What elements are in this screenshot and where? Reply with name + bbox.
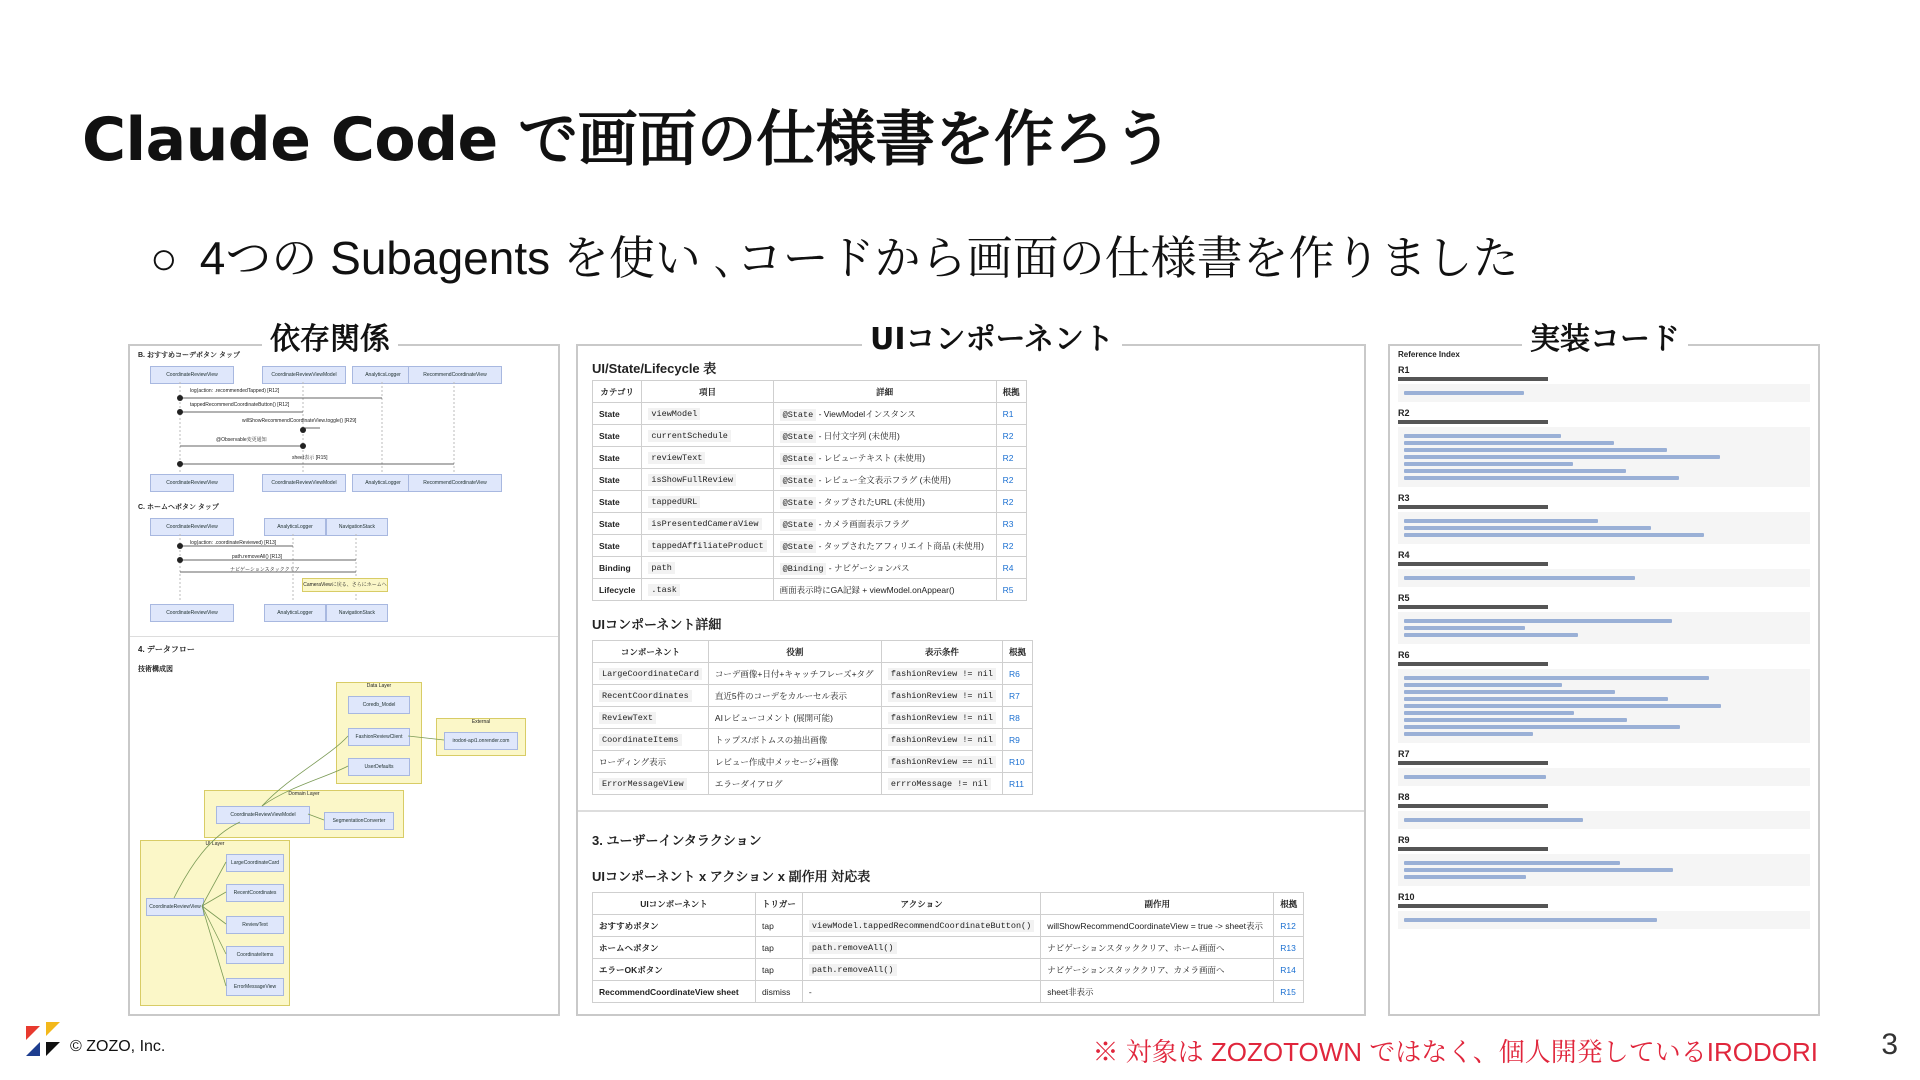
ref-link[interactable]: R2 xyxy=(996,535,1026,557)
item-cell xyxy=(642,469,773,491)
component-name: RecentCoordinates xyxy=(599,690,692,702)
code-line xyxy=(1404,683,1562,687)
code-line xyxy=(1404,868,1673,872)
code-line xyxy=(1404,391,1524,395)
code-line xyxy=(1404,619,1672,623)
table-header: 表示条件 xyxy=(881,641,1002,663)
seq-b-node: CoordinateReviewView xyxy=(150,474,234,492)
reference-entry xyxy=(1398,408,1810,487)
table-header: 項目 xyxy=(642,381,773,403)
ref-link[interactable]: R6 xyxy=(1002,663,1032,685)
item-cell xyxy=(642,491,773,513)
category-cell: State xyxy=(593,469,642,491)
seq-c-node: CoordinateReviewView xyxy=(150,604,234,622)
condition-cell xyxy=(881,773,1002,795)
ref-link[interactable]: R7 xyxy=(1002,685,1032,707)
component-cell xyxy=(593,729,709,751)
table2-title: UIコンポーネント詳細 xyxy=(592,617,722,632)
item-cell xyxy=(642,513,773,535)
attribute-code: @State xyxy=(780,497,817,509)
component-name: CoordinateItems xyxy=(599,734,682,746)
table-header: 役割 xyxy=(708,641,881,663)
table-row xyxy=(593,959,1304,981)
component-name: LargeCoordinateCard xyxy=(599,668,702,680)
table-row xyxy=(593,403,1027,425)
flow-node: irodori-api1.onrender.com xyxy=(444,732,518,750)
item-code: .task xyxy=(648,584,680,596)
seq-b-node: RecommendCoordinateView xyxy=(408,366,502,384)
seq-c-msg: ナビゲーションスタッククリア xyxy=(230,567,300,573)
category-cell: State xyxy=(593,447,642,469)
dependency-label: 依存関係 xyxy=(262,322,398,358)
item-cell xyxy=(642,579,773,601)
code-line xyxy=(1404,526,1651,530)
component-cell xyxy=(593,663,709,685)
component-cell xyxy=(593,773,709,795)
reference-id: R1 xyxy=(1398,365,1410,375)
code-line xyxy=(1404,455,1720,459)
flow-node: CoordinateReviewViewModel xyxy=(216,806,310,824)
code-line xyxy=(1404,469,1626,473)
reference-id: R4 xyxy=(1398,550,1410,560)
side-effect-cell: ナビゲーションスタッククリア、カメラ画面へ xyxy=(1041,959,1274,981)
code-line xyxy=(1404,718,1627,722)
table-row xyxy=(593,469,1027,491)
reference-id: R6 xyxy=(1398,650,1410,660)
table-row xyxy=(593,491,1027,513)
table-row xyxy=(593,685,1033,707)
flow-node: ErrorMessageView xyxy=(226,978,284,996)
flow-node: LargeCoordinateCard xyxy=(226,854,284,872)
code-line xyxy=(1404,725,1680,729)
item-code: path xyxy=(648,562,674,574)
detail-cell xyxy=(773,513,996,535)
file-path xyxy=(1398,562,1548,566)
category-cell: State xyxy=(593,403,642,425)
seq-c-node: NavigationStack xyxy=(326,604,388,622)
ref-link[interactable]: R10 xyxy=(1002,751,1032,773)
category-cell: State xyxy=(593,491,642,513)
condition-cell xyxy=(881,707,1002,729)
ref-link[interactable]: R8 xyxy=(1002,707,1032,729)
table-header: 根拠 xyxy=(1002,641,1032,663)
ref-link[interactable]: R3 xyxy=(996,513,1026,535)
flow-node: CoordinateItems xyxy=(226,946,284,964)
item-cell xyxy=(642,403,773,425)
table-row xyxy=(593,513,1027,535)
detail-text: - タップされたアフィリエイト商品 (未使用) xyxy=(816,540,984,551)
seq-c-node: AnalyticsLogger xyxy=(264,518,326,536)
seq-b-node: AnalyticsLogger xyxy=(352,366,414,384)
file-path xyxy=(1398,761,1548,765)
code-block xyxy=(1398,911,1810,929)
attribute-code: @State xyxy=(780,431,817,443)
code-line xyxy=(1404,626,1525,630)
detail-text: - レビューテキスト (未使用) xyxy=(816,452,926,463)
role-cell: トップス/ボトムスの抽出画像 xyxy=(708,729,881,751)
page-number: 3 xyxy=(1881,1028,1898,1061)
condition-cell xyxy=(881,685,1002,707)
component-cell xyxy=(593,707,709,729)
seq-b-msg: sheet表示 [R15] xyxy=(292,455,328,461)
ui-component-cell: おすすめボタン xyxy=(593,915,756,937)
code-panel xyxy=(1388,344,1820,1016)
detail-cell xyxy=(773,579,996,601)
condition-code: fashionReview == nil xyxy=(888,756,996,768)
table-row xyxy=(593,981,1304,1003)
attribute-code: @State xyxy=(780,453,817,465)
attribute-code: @State xyxy=(780,409,817,421)
ui-component-cell: エラーOKボタン xyxy=(593,959,756,981)
component-cell xyxy=(593,751,709,773)
flow-node: CoordinateReviewView xyxy=(146,898,204,916)
file-path xyxy=(1398,904,1548,908)
component-name: ローディング表示 xyxy=(599,756,667,767)
table-row xyxy=(593,707,1033,729)
side-effect-cell: willShowRecommendCoordinateView = true -> sheet表示 xyxy=(1041,915,1274,937)
ref-link[interactable]: R2 xyxy=(996,469,1026,491)
role-cell: AIレビューコメント (展開可能) xyxy=(708,707,881,729)
table-header: カテゴリ xyxy=(593,381,642,403)
seq-b-node: CoordinateReviewViewModel xyxy=(262,474,346,492)
condition-code: fashionReview != nil xyxy=(888,668,996,680)
item-code: tappedURL xyxy=(648,496,700,508)
ref-link[interactable]: R14 xyxy=(1274,959,1304,981)
code-line xyxy=(1404,434,1561,438)
reference-entry xyxy=(1398,550,1810,587)
file-path xyxy=(1398,804,1548,808)
code-block xyxy=(1398,811,1810,829)
item-code: currentSchedule xyxy=(648,430,731,442)
section-divider xyxy=(578,810,1364,812)
bullet-text: 4つの Subagents を使い ､コードから画面の仕様書を作りました xyxy=(199,232,1519,284)
table-header: UIコンポーネント xyxy=(593,893,756,915)
detail-text: 画面表示時にGA記録 + viewModel.onAppear() xyxy=(779,584,955,595)
item-code: viewModel xyxy=(648,408,700,420)
trigger-cell: tap xyxy=(756,937,803,959)
layer-label: Domain Layer xyxy=(288,791,320,797)
condition-code: fashionReview != nil xyxy=(888,734,996,746)
attribute-code: @Binding xyxy=(780,563,827,575)
reference-entry xyxy=(1398,493,1810,544)
flow-node: SegmentationConverter xyxy=(324,812,394,830)
reference-id: R10 xyxy=(1398,892,1415,902)
role-cell: レビュー作成中メッセージ+画像 xyxy=(708,751,881,773)
seq-c-node: CoordinateReviewView xyxy=(150,518,234,536)
detail-cell xyxy=(773,403,996,425)
ref-link[interactable]: R11 xyxy=(1002,773,1032,795)
detail-text: - カメラ画面表示フラグ xyxy=(816,518,909,529)
ref-link[interactable]: R2 xyxy=(996,447,1026,469)
section3-title: 3. ユーザーインタラクション xyxy=(592,833,762,848)
reference-entry xyxy=(1398,365,1810,402)
ref-link[interactable]: R9 xyxy=(1002,729,1032,751)
section-c-title: C. ホームへボタン タップ xyxy=(138,504,219,511)
state-table xyxy=(592,380,1027,601)
code-line xyxy=(1404,690,1615,694)
slide-title: Claude Code で画面の仕様書を作ろう xyxy=(82,105,1173,175)
table-row xyxy=(593,579,1027,601)
flow-edges xyxy=(130,346,558,1014)
reference-id: R3 xyxy=(1398,493,1410,503)
item-code: reviewText xyxy=(648,452,705,464)
ref-link[interactable]: R12 xyxy=(1274,915,1304,937)
condition-cell xyxy=(881,663,1002,685)
code-block xyxy=(1398,854,1810,886)
seq-c-note: CameraViewに戻る、さらにホームへ xyxy=(302,578,388,592)
file-path xyxy=(1398,377,1548,381)
ui-components-panel xyxy=(576,344,1366,1016)
reference-entry xyxy=(1398,892,1810,929)
code-block xyxy=(1398,427,1810,487)
ref-link[interactable]: R15 xyxy=(1274,981,1304,1003)
code-line xyxy=(1404,519,1598,523)
reference-entry xyxy=(1398,593,1810,644)
seq-b-msg: log(action: .recommendedTapped) [R12] xyxy=(190,388,280,394)
code-line xyxy=(1404,633,1578,637)
seq-b-node: CoordinateReviewView xyxy=(150,366,234,384)
item-cell xyxy=(642,557,773,579)
code-line xyxy=(1404,775,1546,779)
detail-cell xyxy=(773,535,996,557)
code-line xyxy=(1404,711,1574,715)
condition-cell xyxy=(881,751,1002,773)
seq-c-msg: path.removeAll() [R13] xyxy=(232,554,283,560)
action-cell xyxy=(802,937,1040,959)
component-name: ErrorMessageView xyxy=(599,778,687,790)
table-row xyxy=(593,663,1033,685)
reference-id: R9 xyxy=(1398,835,1410,845)
table-row xyxy=(593,751,1033,773)
table-row xyxy=(593,729,1033,751)
copyright: © ZOZO, Inc. xyxy=(70,1038,166,1055)
detail-text: - ViewModelインスタンス xyxy=(816,408,916,419)
attribute-code: @State xyxy=(780,519,817,531)
item-code: isShowFullReview xyxy=(648,474,736,486)
detail-text: - タップされたURL (未使用) xyxy=(816,496,925,507)
code-block xyxy=(1398,768,1810,786)
item-cell xyxy=(642,535,773,557)
code-block xyxy=(1398,669,1810,743)
layer-label: External xyxy=(471,719,491,725)
ref-link[interactable]: R13 xyxy=(1274,937,1304,959)
condition-cell xyxy=(881,729,1002,751)
code-line xyxy=(1404,533,1704,537)
reference-id: R2 xyxy=(1398,408,1410,418)
ui-component-cell: RecommendCoordinateView sheet xyxy=(593,981,756,1003)
code-block xyxy=(1398,612,1810,644)
flow-node: FashionReviewClient xyxy=(348,728,410,746)
action-cell xyxy=(802,959,1040,981)
table-row xyxy=(593,425,1027,447)
trigger-cell: tap xyxy=(756,959,803,981)
seq-b-node: CoordinateReviewViewModel xyxy=(262,366,346,384)
section-4-subtitle: 技術構成図 xyxy=(138,666,173,673)
detail-cell xyxy=(773,557,996,579)
table-row xyxy=(593,773,1033,795)
table-header: 根拠 xyxy=(1274,893,1304,915)
detail-cell xyxy=(773,425,996,447)
condition-code: errroMessage != nil xyxy=(888,778,991,790)
trigger-cell: dismiss xyxy=(756,981,803,1003)
action-code: path.removeAll() xyxy=(809,964,897,976)
table-header: アクション xyxy=(802,893,1040,915)
bullet-point xyxy=(150,222,1519,288)
ui-component-cell: ホームへボタン xyxy=(593,937,756,959)
item-code: tappedAffiliateProduct xyxy=(648,540,766,552)
table-row xyxy=(593,557,1027,579)
ref-link[interactable]: R2 xyxy=(996,491,1026,513)
ref-link[interactable]: R5 xyxy=(996,579,1026,601)
flow-node: Coredb_Model xyxy=(348,696,410,714)
bullet-mark: ○ xyxy=(150,232,178,284)
section-4-title: 4. データフロー xyxy=(138,645,195,654)
code-line xyxy=(1404,676,1709,680)
code-line xyxy=(1404,704,1721,708)
seq-b-node: AnalyticsLogger xyxy=(352,474,414,492)
layer-label: Data Layer xyxy=(366,683,392,689)
action-cell xyxy=(802,915,1040,937)
file-path xyxy=(1398,605,1548,609)
target-note: ※ 対象は ZOZOTOWN ではなく、個人開発しているIRODORI xyxy=(1092,1037,1818,1067)
reference-entry xyxy=(1398,749,1810,786)
category-cell: State xyxy=(593,513,642,535)
component-table xyxy=(592,640,1033,795)
flow-node: UserDefaults xyxy=(348,758,410,776)
reference-id: R8 xyxy=(1398,792,1410,802)
role-cell: コーデ画像+日付+キャッチフレーズ+タグ xyxy=(708,663,881,685)
code-line xyxy=(1404,448,1667,452)
table-row xyxy=(593,535,1027,557)
reference-entry xyxy=(1398,650,1810,743)
seq-c-node: AnalyticsLogger xyxy=(264,604,326,622)
interaction-table xyxy=(592,892,1304,1003)
attribute-code: @State xyxy=(780,541,817,553)
seq-b-node: RecommendCoordinateView xyxy=(408,474,502,492)
role-cell: 直近5件のコーデをカルーセル表示 xyxy=(708,685,881,707)
code-line xyxy=(1404,918,1657,922)
condition-code: fashionReview != nil xyxy=(888,690,996,702)
file-path xyxy=(1398,847,1548,851)
table-row xyxy=(593,937,1304,959)
file-path xyxy=(1398,662,1548,666)
detail-cell xyxy=(773,491,996,513)
code-block xyxy=(1398,384,1810,402)
reference-index xyxy=(1398,350,1810,932)
component-name: ReviewText xyxy=(599,712,656,724)
role-cell: エラーダイアログ xyxy=(708,773,881,795)
table-row xyxy=(593,447,1027,469)
action-code: - xyxy=(808,986,812,997)
ui-components-label: UIコンポーネント xyxy=(862,322,1122,358)
ref-link[interactable]: R1 xyxy=(996,403,1026,425)
code-line xyxy=(1404,818,1583,822)
seq-c-msg: log(action: .coordinateReviewed) [R13] xyxy=(190,540,277,546)
table-header: 副作用 xyxy=(1041,893,1274,915)
action-code: viewModel.tappedRecommendCoordinateButton() xyxy=(809,920,1034,932)
file-path xyxy=(1398,420,1548,424)
component-cell xyxy=(593,685,709,707)
table-row xyxy=(593,915,1304,937)
code-line xyxy=(1404,462,1573,466)
table-header: 詳細 xyxy=(773,381,996,403)
dependency-panel xyxy=(128,344,560,1016)
layer-label: UI Layer xyxy=(205,841,225,847)
flow-node: ReviewText xyxy=(226,916,284,934)
item-cell xyxy=(642,425,773,447)
item-code: isPresentedCameraView xyxy=(648,518,761,530)
code-block xyxy=(1398,569,1810,587)
table1-title: UI/State/Lifecycle 表 xyxy=(592,361,717,376)
flow-node: RecentCoordinates xyxy=(226,884,284,902)
detail-text: - ナビゲーションパス xyxy=(826,562,910,573)
ref-link[interactable]: R4 xyxy=(996,557,1026,579)
zozo-logo-icon xyxy=(26,1022,62,1058)
item-cell xyxy=(642,447,773,469)
action-cell xyxy=(802,981,1040,1003)
ref-link[interactable]: R2 xyxy=(996,425,1026,447)
detail-text: - 日付文字列 (未使用) xyxy=(816,430,900,441)
trigger-cell: tap xyxy=(756,915,803,937)
table-header: トリガー xyxy=(756,893,803,915)
code-line xyxy=(1404,697,1668,701)
code-block xyxy=(1398,512,1810,544)
detail-text: - レビュー全文表示フラグ (未使用) xyxy=(816,474,951,485)
file-path xyxy=(1398,505,1548,509)
reference-entry xyxy=(1398,835,1810,886)
reference-id: R5 xyxy=(1398,593,1410,603)
side-effect-cell: sheet非表示 xyxy=(1041,981,1274,1003)
category-cell: Binding xyxy=(593,557,642,579)
category-cell: State xyxy=(593,425,642,447)
seq-b-msg: tappedRecommendCoordinateButton() [R12] xyxy=(190,402,290,408)
action-code: path.removeAll() xyxy=(809,942,897,954)
seq-b-msg: @Observable変更通知 xyxy=(216,437,267,443)
code-line xyxy=(1404,875,1526,879)
code-line xyxy=(1404,576,1635,580)
code-label: 実装コード xyxy=(1522,322,1688,358)
category-cell: Lifecycle xyxy=(593,579,642,601)
category-cell: State xyxy=(593,535,642,557)
code-line xyxy=(1404,441,1614,445)
reference-entry xyxy=(1398,792,1810,829)
seq-b-msg: willShowRecommendCoordinateView.toggle() [R29] xyxy=(242,418,357,424)
code-line xyxy=(1404,732,1533,736)
code-line xyxy=(1404,861,1620,865)
condition-code: fashionReview != nil xyxy=(888,712,996,724)
reference-title: Reference Index xyxy=(1398,350,1460,359)
detail-cell xyxy=(773,469,996,491)
section-b-title: B. おすすめコーデボタン タップ xyxy=(138,352,240,359)
table3-title: UIコンポーネント x アクション x 副作用 対応表 xyxy=(592,869,871,884)
table-header: コンポーネント xyxy=(593,641,709,663)
reference-id: R7 xyxy=(1398,749,1410,759)
code-line xyxy=(1404,476,1679,480)
attribute-code: @State xyxy=(780,475,817,487)
side-effect-cell: ナビゲーションスタッククリア、ホーム画面へ xyxy=(1041,937,1274,959)
seq-c-node: NavigationStack xyxy=(326,518,388,536)
detail-cell xyxy=(773,447,996,469)
table-header: 根拠 xyxy=(996,381,1026,403)
